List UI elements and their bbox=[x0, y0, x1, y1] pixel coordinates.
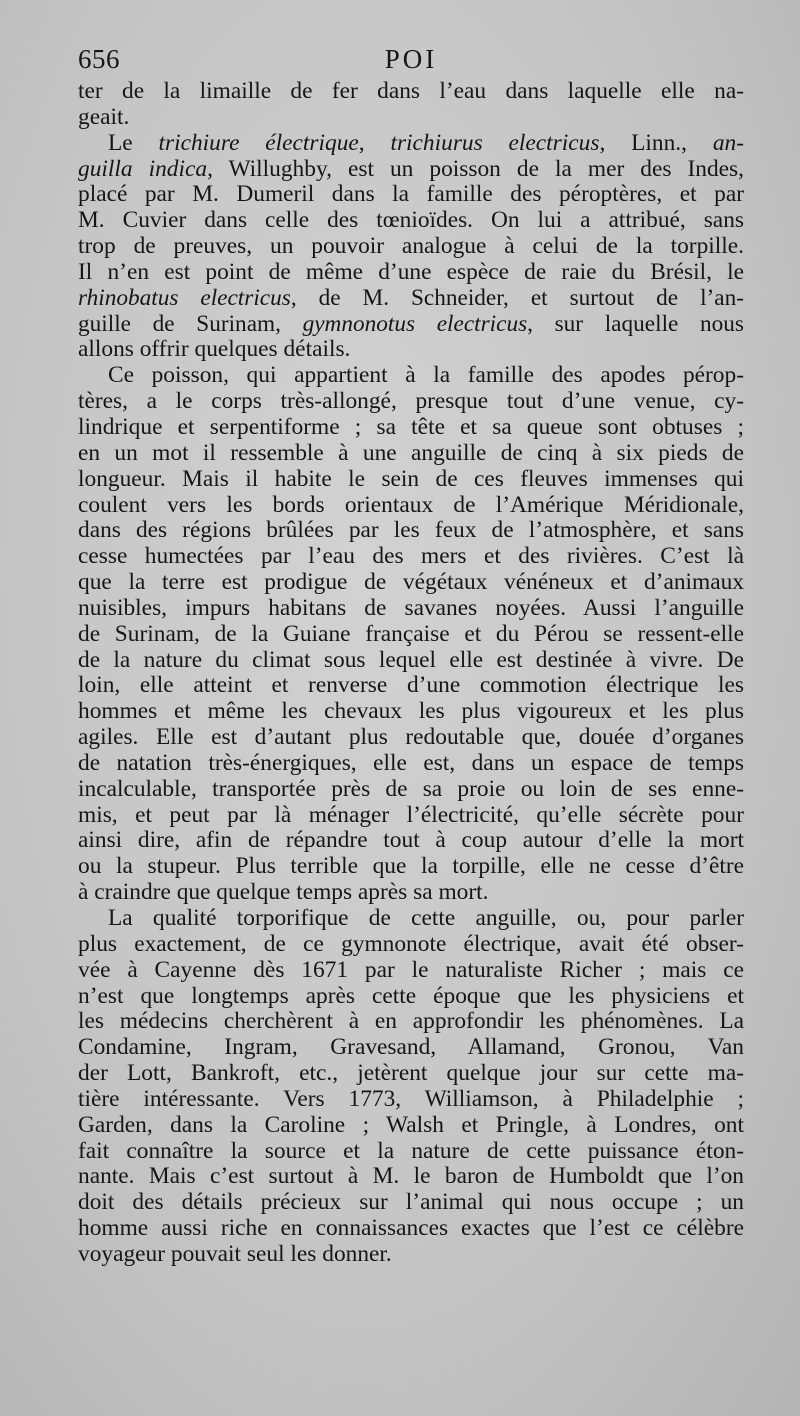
text-line: tière intéressante. Vers 1773, Williamson, à Philadelphie ; bbox=[78, 1085, 744, 1112]
text-line: M. Cuvier dans celle des tœnioïdes. On lui a attribué, sans bbox=[78, 207, 744, 234]
italic-run: an- bbox=[712, 129, 744, 156]
text-line bbox=[78, 286, 744, 312]
text-line: loin, elle atteint et renverse d’une commotion électrique les bbox=[78, 672, 744, 699]
text-run: , sur laquelle nous bbox=[527, 310, 744, 337]
text-line: geait. bbox=[78, 103, 130, 130]
text-run: , bbox=[358, 129, 391, 156]
text-run: , Willughby, est un poisson de la mer des Indes, bbox=[207, 155, 744, 182]
text-line bbox=[78, 312, 744, 338]
text-line: les médecins cherchèrent à en approfondir les phénomènes. La bbox=[78, 1008, 744, 1035]
italic-run: trichiurus electricus bbox=[390, 129, 600, 156]
text-line: Il n’en est point de même d’une espèce de raie du Brésil, le bbox=[78, 258, 744, 285]
italic-run: guilla indica bbox=[78, 155, 208, 182]
text-run: Le bbox=[108, 129, 159, 156]
text-run: guille de Surinam, bbox=[78, 310, 303, 337]
text-line: de natation très-énergiques, elle est, dans un espace de temps bbox=[78, 749, 744, 776]
text-line: tères, a le corps très-allongé, presque tout d’une venue, cy- bbox=[78, 388, 744, 415]
text-line: plus exactement, de ce gymnonote électrique, avait été obser- bbox=[78, 930, 744, 957]
text-line: La qualité torporifique de cette anguille, ou, pour parler bbox=[108, 905, 744, 931]
text-line: ou la stupeur. Plus terrible que la torpille, elle ne cesse d’être bbox=[78, 853, 744, 880]
italic-run: gymnonotus electricus bbox=[302, 310, 528, 337]
text-line: à craindre que quelque temps après sa mort. bbox=[78, 879, 489, 906]
text-line: Ce poisson, qui appartient à la famille des apodes pérop- bbox=[108, 362, 744, 389]
page-number: 656 bbox=[78, 44, 120, 74]
text-line: de la nature du climat sous lequel elle est destinée à vivre. De bbox=[78, 646, 744, 673]
text-line: que la terre est prodigue de végétaux vénéneux et d’animaux bbox=[78, 569, 744, 596]
text-line: agiles. Elle est d’autant plus redoutable que, douée d’organes bbox=[78, 724, 744, 751]
text-line bbox=[78, 157, 744, 183]
text-line: allons offrir quelques détails. bbox=[78, 336, 351, 363]
running-head: POI bbox=[384, 44, 438, 74]
text-line: nante. Mais c’est surtout à M. le baron de Humboldt que l’on bbox=[78, 1163, 744, 1190]
text-run: , de M. Schneider, et surtout de l’an- bbox=[290, 284, 744, 311]
text-line: coulent vers les bords orientaux de l’Amérique Méridionale, bbox=[78, 491, 744, 518]
text-line: Garden, dans la Caroline ; Walsh et Pringle, à Londres, ont bbox=[78, 1111, 744, 1138]
text-line: n’est que longtemps après cette époque que les physiciens et bbox=[78, 982, 744, 1009]
italic-run: rhinobatus electricus bbox=[78, 284, 291, 311]
body-text bbox=[78, 79, 744, 1268]
page-header bbox=[78, 44, 744, 80]
text-line: vée à Cayenne dès 1671 par le naturaliste Richer ; mais ce bbox=[78, 956, 744, 983]
text-line bbox=[78, 131, 744, 157]
text-line: incalculable, transportée près de sa proie ou loin de ses enne- bbox=[78, 775, 744, 802]
text-line: cesse humectées par l’eau des mers et des rivières. C’est là bbox=[78, 543, 744, 570]
text-line: voyageur pouvait seul les donner. bbox=[78, 1240, 392, 1267]
text-line: longueur. Mais il habite le sein de ces fleuves immenses qui bbox=[78, 465, 744, 492]
text-line: fait connaître la source et la nature de cette puissance éton- bbox=[78, 1137, 744, 1164]
text-line: ainsi dire, afin de répandre tout à coup autour d’elle la mort bbox=[78, 827, 744, 854]
text-line: der Lott, Bankroft, etc., jetèrent quelque jour sur cette ma- bbox=[78, 1060, 744, 1087]
text-line: lindrique et serpentiforme ; sa tête et sa queue sont obtuses ; bbox=[78, 413, 744, 440]
text-line: mis, et peut par là ménager l’électricité, qu’elle sécrète pour bbox=[78, 801, 744, 828]
text-line: placé par M. Dumeril dans la famille des péroptères, et par bbox=[78, 181, 744, 208]
text-line: dans des régions brûlées par les feux de l’atmosphère, et sans bbox=[78, 517, 744, 544]
text-line: homme aussi riche en connaissances exactes que l’est ce célèbre bbox=[78, 1215, 744, 1242]
text-line: Condamine, Ingram, Gravesand, Allamand, Gronou, Van bbox=[78, 1034, 744, 1061]
text-line: ter de la limaille de fer dans l’eau dans laquelle elle na- bbox=[78, 78, 744, 104]
text-line: nuisibles, impurs habitans de savanes noyées. Aussi l’anguille bbox=[78, 594, 744, 621]
italic-run: trichiure électrique bbox=[158, 129, 359, 156]
text-line: doit des détails précieux sur l’animal qui nous occupe ; un bbox=[78, 1189, 744, 1216]
text-line: hommes et même les chevaux les plus vigoureux et les plus bbox=[78, 698, 744, 725]
text-run: , Linn., bbox=[599, 129, 713, 156]
text-line: de Surinam, de la Guiane française et du Pérou se ressent-elle bbox=[78, 620, 744, 647]
text-line: trop de preuves, un pouvoir analogue à celui de la torpille. bbox=[78, 233, 744, 260]
text-line: en un mot il ressemble à une anguille de cinq à six pieds de bbox=[78, 439, 744, 466]
